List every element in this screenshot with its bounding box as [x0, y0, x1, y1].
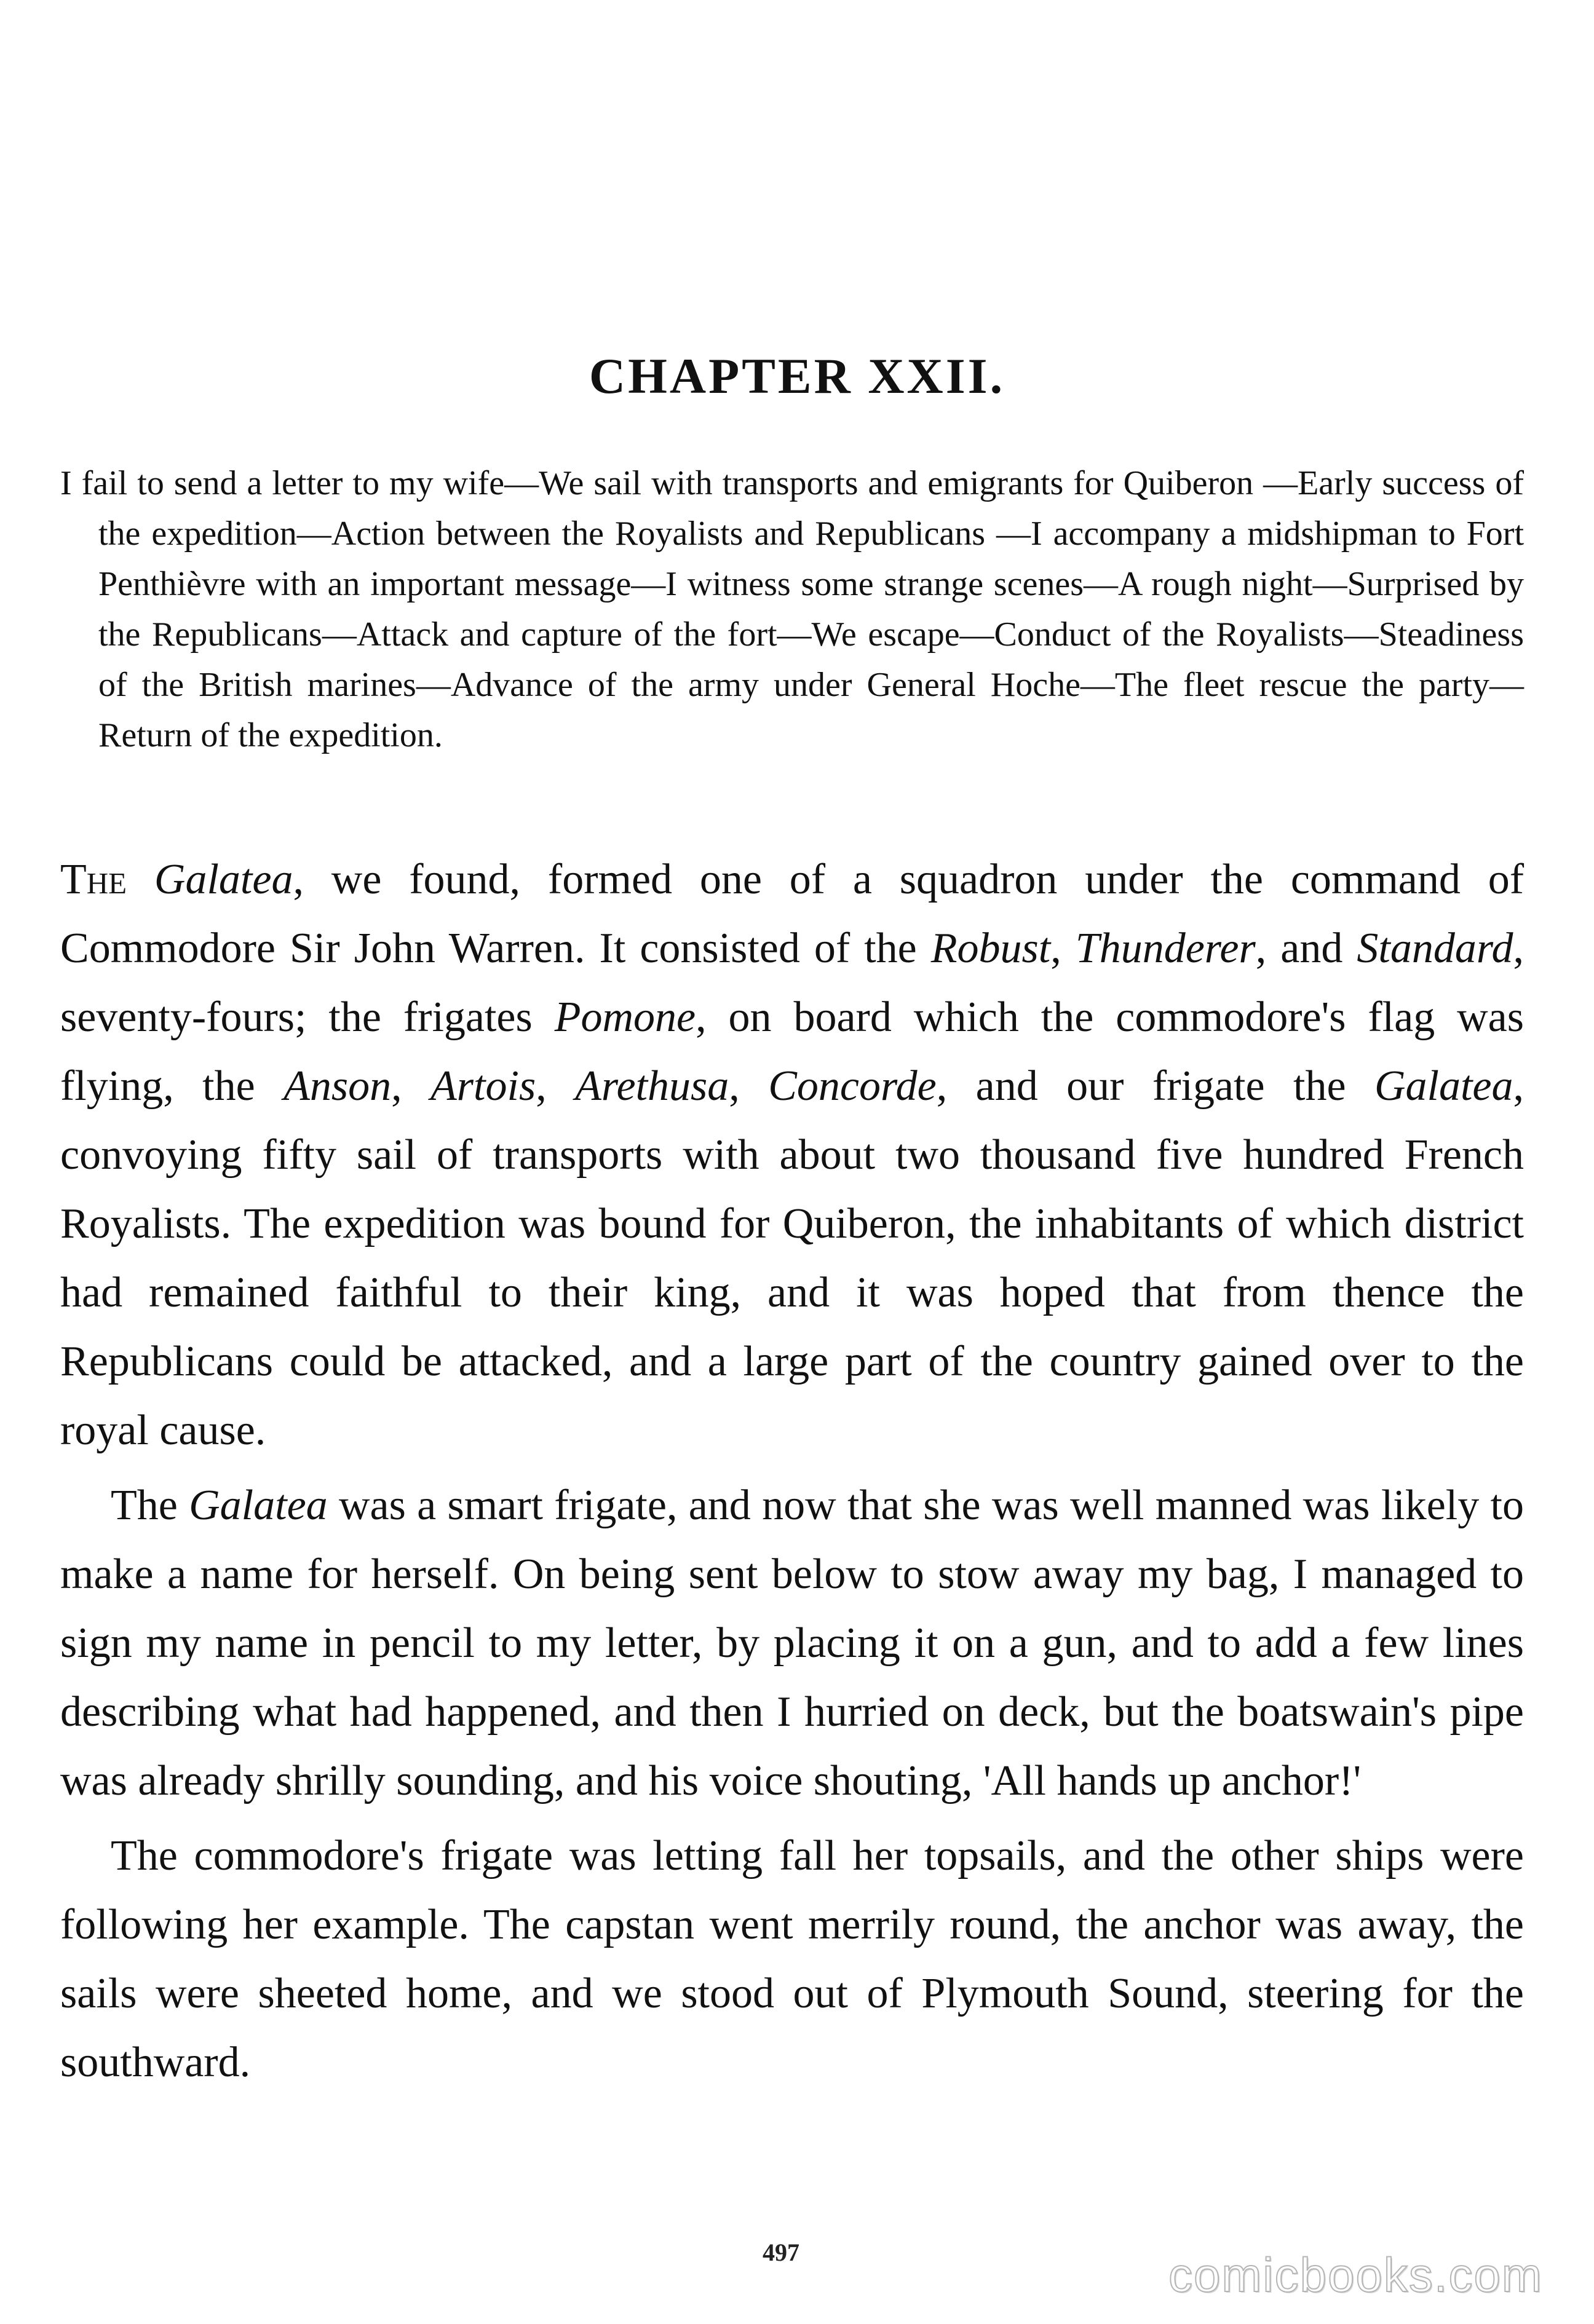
drop-lead-word: The: [60, 856, 127, 903]
paragraph-text: ,: [1050, 925, 1076, 972]
paragraph-text: was a smart frigate, and now that she was well manned was likely to make a name for herself. On being sent below to stow away my bag, I managed to sign my name in pencil to my letter, by placing it on a gun, and to add a few lines describing what had happened, and then I hurried on deck, but the boatswain's pipe was already shrilly sounding, and his voice shouting, 'All hands up anchor!': [60, 1482, 1524, 1804]
paragraph-text: , and: [1255, 925, 1357, 972]
ship-name: Concorde: [768, 1062, 937, 1110]
chapter-body: [60, 845, 1524, 2103]
ship-name: Arethusa: [575, 1062, 729, 1110]
page-number: 497: [763, 2239, 799, 2266]
paragraph-text: , and our frigate the: [936, 1062, 1374, 1110]
chapter-title: CHAPTER XXII.: [589, 348, 1005, 404]
ship-name: Standard: [1357, 925, 1513, 972]
ship-name: Galatea: [154, 856, 293, 903]
watermark-logo: comicbooks.com: [1168, 2248, 1543, 2302]
paragraph-text: , on board which the commodore's flag was flying, the: [60, 994, 1524, 1110]
ship-name: Pomone: [554, 994, 696, 1041]
paragraph-text: , we found, formed one of a squadron under the command of Commodore Sir John Warren. It consisted of the: [60, 856, 1525, 972]
paragraph-1: [60, 845, 1524, 1465]
paragraph-text: ,: [391, 1062, 431, 1110]
ship-name: Galatea: [189, 1482, 328, 1529]
ship-name: Robust: [930, 925, 1051, 972]
paragraph-2: [60, 1471, 1524, 1816]
chapter-synopsis: I fail to send a letter to my wife—We sail with transports and emigrants for Quiberon —Early success of the expedition—Action between the Royalists and Republicans —I accompany a midshipman to Fort Penthièvre with an important message—I witness some strange scenes—A rough night—Surprised by the Republicans—Attack and capture of the fort—We escape—Conduct of the Royalists—Steadiness of the British marines—Advance of the army under General Hoche—The fleet rescue the party—Return of the expedition.: [60, 464, 1524, 754]
ship-name: Anson: [284, 1062, 392, 1110]
paragraph-3: The commodore's frigate was letting fall her topsails, and the other ships were following her example. The capstan went merrily round, the anchor was away, the sails were sheeted home, and we stood out of Plymouth Sound, steering for the southward.: [60, 1832, 1524, 2086]
paragraph-text: ,: [729, 1062, 769, 1110]
ship-name: Artois: [430, 1062, 536, 1110]
paragraph-text: , seventy-fours; the frigates: [60, 925, 1524, 1041]
paragraph-text: , convoying fifty sail of transports with about two thousand five hundred French Royalists. The expedition was bound for Quiberon, the inhabitants of which district had remained faithful to their king, and it was hoped that from thence the Republicans could be attacked, and a large part of the country gained over to the royal cause.: [60, 1062, 1524, 1454]
paragraph-text: ,: [536, 1062, 576, 1110]
ship-name: Thunderer: [1075, 925, 1256, 972]
ship-name: Galatea: [1374, 1062, 1513, 1110]
paragraph-text: The: [111, 1482, 189, 1529]
